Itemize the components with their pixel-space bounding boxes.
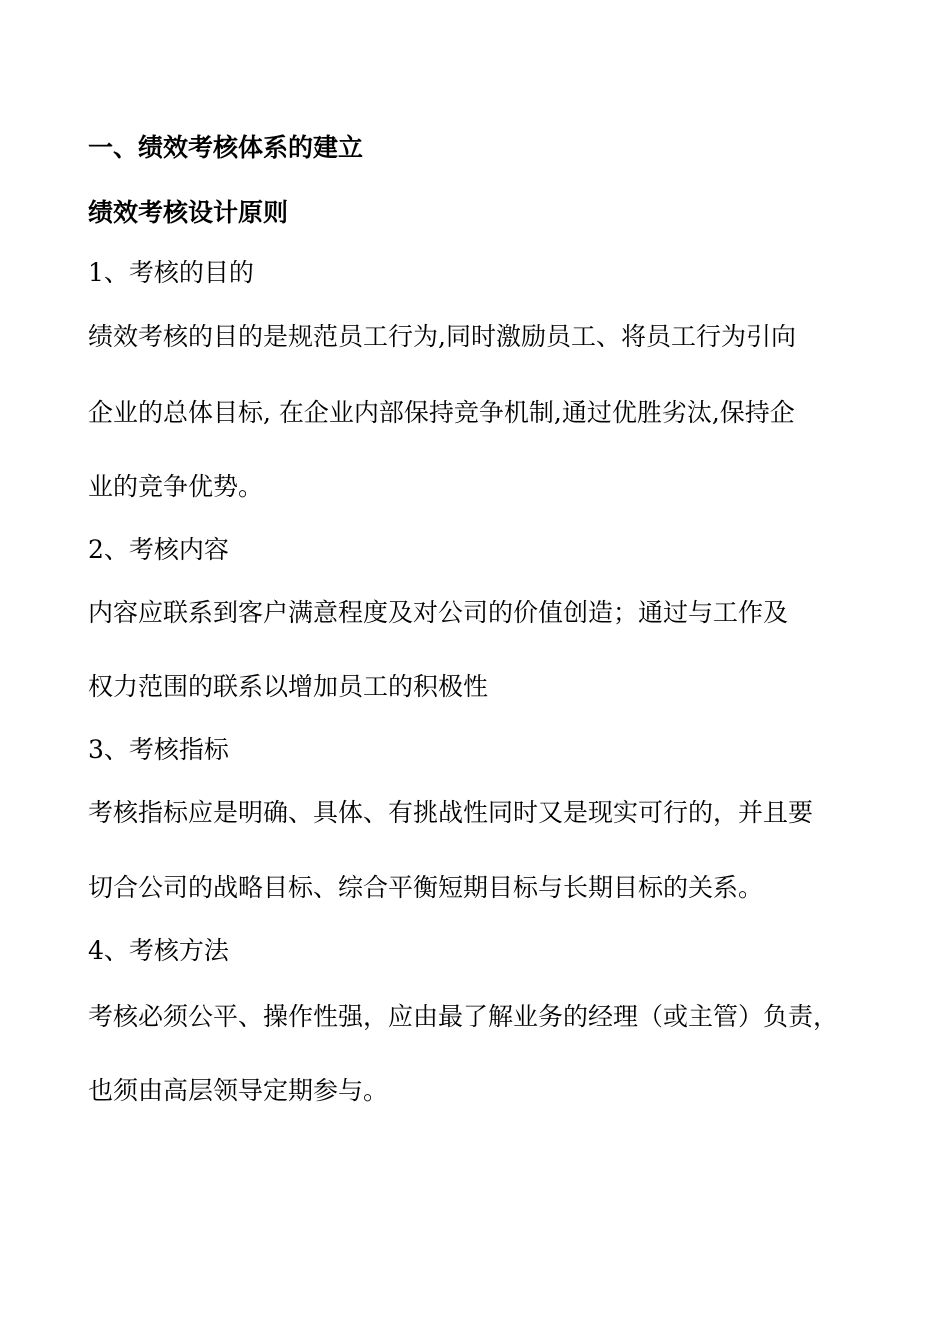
paragraph-line: 权力范围的联系以增加员工的积极性 bbox=[88, 672, 489, 701]
section-title: 4、考核方法 bbox=[88, 936, 229, 965]
paragraph-line: 绩效考核的目的是规范员工行为,同时激励员工、将员工行为引向 bbox=[88, 322, 796, 351]
document-heading: 一、绩效考核体系的建立 bbox=[88, 133, 364, 162]
paragraph-line: 切合公司的战略目标、综合平衡短期目标与长期目标的关系。 bbox=[88, 873, 764, 902]
paragraph-line: 考核必须公平、操作性强，应由最了解业务的经理（或主管）负责， bbox=[88, 1002, 839, 1031]
section-title: 2、考核内容 bbox=[88, 535, 229, 564]
paragraph-line: 业的竞争优势。 bbox=[88, 472, 264, 501]
paragraph-line: 企业的总体目标, 在企业内部保持竞争机制,通过优胜劣汰,保持企 bbox=[88, 398, 795, 427]
paragraph-line: 考核指标应是明确、具体、有挑战性同时又是现实可行的，并且要 bbox=[88, 798, 814, 827]
section-title: 3、考核指标 bbox=[88, 735, 229, 764]
section-title: 1、考核的目的 bbox=[88, 258, 254, 287]
paragraph-line: 内容应联系到客户满意程度及对公司的价值创造；通过与工作及 bbox=[88, 598, 789, 627]
paragraph-line: 也须由高层领导定期参与。 bbox=[88, 1076, 389, 1105]
section-heading: 绩效考核设计原则 bbox=[88, 198, 289, 227]
